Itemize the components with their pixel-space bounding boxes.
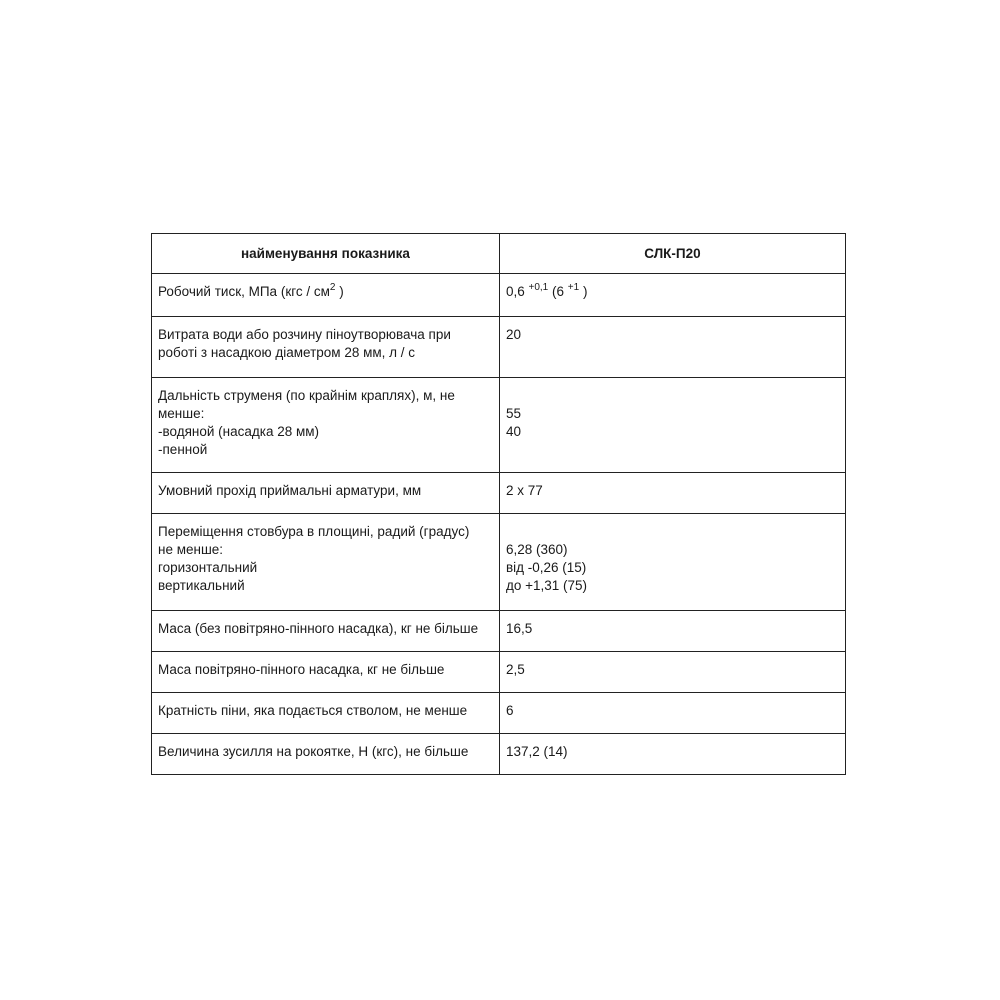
table-row bbox=[152, 611, 846, 652]
value-line: 40 bbox=[505, 424, 521, 439]
row-value-mass bbox=[499, 611, 845, 652]
table-row bbox=[152, 473, 846, 514]
value-alt: (6 bbox=[552, 284, 565, 299]
label-line: менше: bbox=[158, 406, 205, 421]
label-text: Робочий тиск, МПа (кгс / см bbox=[158, 284, 330, 299]
label-line: вертикальний bbox=[158, 578, 245, 593]
value-line: 16,5 bbox=[505, 621, 533, 636]
value-line: 6 bbox=[505, 703, 514, 718]
label-line: горизонтальний bbox=[158, 560, 258, 575]
value-tolerance: +0,1 bbox=[528, 282, 549, 293]
row-value-working-pressure bbox=[499, 274, 845, 317]
value-line: 6,28 (360) bbox=[505, 542, 568, 557]
table-row bbox=[152, 652, 846, 693]
row-value-water-flow bbox=[499, 317, 845, 378]
row-label-inlet-bore bbox=[152, 473, 500, 514]
label-line: не менше: bbox=[158, 542, 224, 557]
row-label-mass bbox=[152, 611, 500, 652]
label-line: -пенной bbox=[158, 442, 208, 457]
label-line: Переміщення стовбура в площині, радий (градус) bbox=[158, 524, 470, 539]
value-line: від -0,26 (15) bbox=[505, 560, 587, 575]
row-value-jet-range bbox=[499, 378, 845, 473]
value-alt-tolerance: +1 bbox=[567, 282, 580, 293]
value-tail: ) bbox=[582, 284, 588, 299]
row-label-working-pressure bbox=[152, 274, 500, 317]
table-row bbox=[152, 514, 846, 611]
label-superscript: 2 bbox=[329, 282, 336, 293]
row-value-foam-expansion bbox=[499, 693, 845, 734]
value-line: 2,5 bbox=[505, 662, 525, 677]
header-model-name: СЛК-П20 bbox=[499, 234, 845, 274]
value-line: 137,2 (14) bbox=[505, 744, 568, 759]
row-value-barrel-movement bbox=[499, 514, 845, 611]
label-line: роботі з насадкою діаметром 28 мм, л / с bbox=[158, 345, 416, 360]
label-line: Маса повітряно-пінного насадка, кг не більше bbox=[158, 662, 445, 677]
label-line: Умовний прохід приймальні арматури, мм bbox=[158, 483, 422, 498]
label-line: Кратність піни, яка подається стволом, не менше bbox=[158, 703, 468, 718]
row-label-nozzle-mass bbox=[152, 652, 500, 693]
row-label-jet-range bbox=[152, 378, 500, 473]
spacer bbox=[506, 387, 839, 405]
table-row bbox=[152, 693, 846, 734]
row-label-barrel-movement bbox=[152, 514, 500, 611]
row-value-inlet-bore bbox=[499, 473, 845, 514]
label-tail: ) bbox=[339, 284, 344, 299]
value-line: 55 bbox=[505, 406, 521, 421]
label-line: Витрата води або розчину піноутворювача при bbox=[158, 327, 451, 342]
row-label-foam-expansion bbox=[152, 693, 500, 734]
spacer bbox=[506, 523, 839, 541]
header-parameter-name: найменування показника bbox=[152, 234, 500, 274]
value-line: до +1,31 (75) bbox=[505, 578, 587, 593]
value-line: 2 х 77 bbox=[505, 483, 543, 498]
label-line: Величина зусилля на рокоятке, Н (кгс), не більше bbox=[158, 744, 469, 759]
value-base: 0,6 bbox=[505, 284, 525, 299]
label-line: -водяной (насадка 28 мм) bbox=[158, 424, 320, 439]
table-header-row bbox=[152, 234, 846, 274]
row-label-water-flow bbox=[152, 317, 500, 378]
table-row bbox=[152, 378, 846, 473]
table-row bbox=[152, 317, 846, 378]
row-value-handle-force bbox=[499, 734, 845, 775]
table-row bbox=[152, 734, 846, 775]
specifications-table bbox=[151, 233, 846, 775]
label-line: Дальність струменя (по крайнім краплях), м, не bbox=[158, 388, 455, 403]
value-line: 20 bbox=[505, 327, 521, 342]
row-value-nozzle-mass bbox=[499, 652, 845, 693]
table-row bbox=[152, 274, 846, 317]
label-line: Маса (без повітряно-пінного насадка), кг не більше bbox=[158, 621, 479, 636]
row-label-handle-force bbox=[152, 734, 500, 775]
